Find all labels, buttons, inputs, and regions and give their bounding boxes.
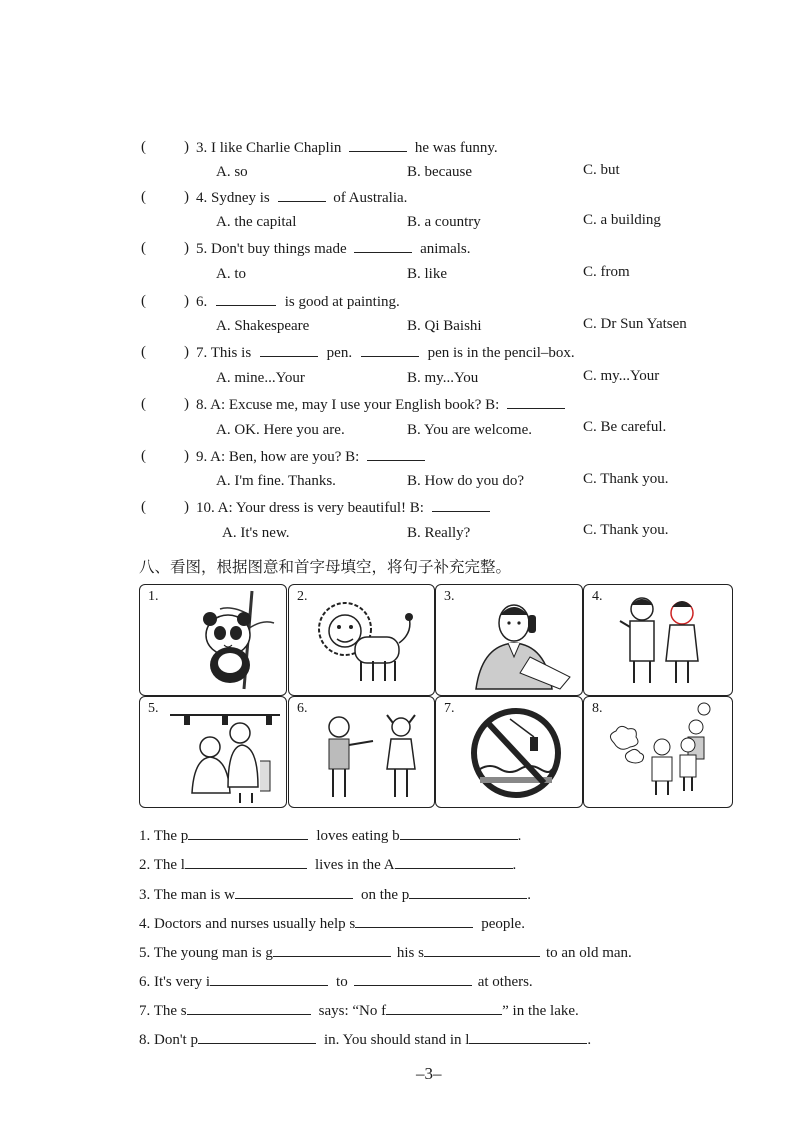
blank[interactable] (354, 973, 472, 986)
sentence-5: 5. The young man is g his s to an old man. (139, 945, 632, 961)
blank[interactable] (273, 944, 391, 957)
option-c: C. Be careful. (583, 419, 667, 435)
blank[interactable] (216, 293, 276, 306)
option-b: B. You are welcome. (407, 422, 532, 438)
answer-paren-right: ) (184, 240, 189, 256)
answer-paren-right: ) (184, 396, 189, 412)
option-c: C. a building (583, 212, 661, 228)
answer-paren-right: ) (184, 139, 189, 155)
blank[interactable] (235, 886, 353, 899)
blank[interactable] (198, 1031, 316, 1044)
blank[interactable] (278, 189, 326, 202)
panda-bamboo-icon (140, 585, 286, 695)
sentence-1: 1. The p loves eating b . (139, 828, 522, 844)
option-c: C. Thank you. (583, 471, 669, 487)
option-a: A. to (216, 266, 246, 282)
option-b: B. a country (407, 214, 481, 230)
blank[interactable] (424, 944, 540, 957)
sentence-4: 4. Doctors and nurses usually help s people. (139, 916, 525, 932)
picture-number: 2. (297, 589, 308, 604)
question-8-stem: 8. A: Excuse me, may I use your English book? B: (196, 396, 569, 414)
picture-cell-6 (288, 696, 435, 808)
answer-paren-right: ) (184, 448, 189, 464)
option-c: C. my...Your (583, 368, 660, 384)
blank[interactable] (349, 139, 407, 152)
blank[interactable] (260, 344, 318, 357)
blank[interactable] (185, 856, 307, 869)
question-5-stem: 5. Don't buy things made animals. (196, 241, 471, 257)
sentence-2: 2. The l lives in the A . (139, 857, 517, 873)
answer-paren-right: ) (184, 499, 189, 515)
option-b: B. Really? (407, 525, 471, 541)
option-a: A. Shakespeare (216, 318, 310, 334)
blank[interactable] (354, 240, 412, 253)
blank[interactable] (386, 1002, 502, 1015)
no-fishing-sign-icon (436, 697, 582, 807)
answer-paren-right: ) (184, 189, 189, 205)
sentence-3: 3. The man is w on the p . (139, 887, 532, 903)
answer-paren-left: ( (141, 189, 146, 205)
blank[interactable] (507, 396, 565, 409)
option-a: A. I'm fine. Thanks. (216, 473, 336, 489)
picture-number: 4. (592, 589, 603, 604)
answer-paren-left: ( (141, 293, 146, 309)
doctor-nurse-icon (584, 585, 732, 695)
blank[interactable] (400, 827, 518, 840)
sentence-7: 7. The s says: “No f ” in the lake. (139, 1003, 579, 1019)
answer-paren-left: ( (141, 139, 146, 155)
section-heading: 八、看图，根据图意和首字母填空，将句子补充完整。 (139, 558, 512, 576)
picture-cell-5 (139, 696, 287, 808)
option-b: B. my...You (407, 370, 479, 386)
answer-paren-left: ( (141, 344, 146, 360)
question-3-stem: 3. I like Charlie Chaplin he was funny. (196, 140, 498, 156)
picture-cell-3 (435, 584, 583, 696)
option-c: C. Thank you. (583, 522, 669, 538)
option-c: C. from (583, 264, 630, 280)
picture-number: 8. (592, 701, 603, 716)
answer-paren-right: ) (184, 293, 189, 309)
option-b: B. Qi Baishi (407, 318, 482, 334)
picture-number: 3. (444, 589, 455, 604)
answer-paren-left: ( (141, 448, 146, 464)
blank[interactable] (409, 886, 527, 899)
option-a: A. the capital (216, 214, 297, 230)
picture-cell-2 (288, 584, 435, 696)
option-c: C. but (583, 162, 620, 178)
picture-number: 7. (444, 701, 455, 716)
option-b: B. like (407, 266, 447, 282)
option-b: B. because (407, 164, 472, 180)
answer-paren-left: ( (141, 499, 146, 515)
queue-people-icon (584, 697, 732, 807)
pointing-child-icon (289, 697, 434, 807)
picture-cell-7 (435, 696, 583, 808)
option-a: A. mine...Your (216, 370, 305, 386)
blank[interactable] (210, 973, 328, 986)
question-7-stem: 7. This is pen. pen is in the pencil–box. (196, 345, 575, 361)
blank[interactable] (355, 915, 473, 928)
answer-paren-right: ) (184, 344, 189, 360)
picture-number: 6. (297, 701, 308, 716)
answer-paren-left: ( (141, 240, 146, 256)
option-a: A. so (216, 164, 248, 180)
question-4-stem: 4. Sydney is of Australia. (196, 190, 408, 206)
picture-cell-8 (583, 696, 733, 808)
sentence-8: 8. Don't p in. You should stand in l . (139, 1032, 592, 1048)
man-on-phone-icon (436, 585, 582, 695)
blank[interactable] (469, 1031, 587, 1044)
lion-icon (289, 585, 434, 695)
page-number: –3– (416, 1064, 442, 1083)
blank[interactable] (395, 856, 513, 869)
option-c: C. Dr Sun Yatsen (583, 316, 687, 332)
blank[interactable] (361, 344, 419, 357)
question-9-stem: 9. A: Ben, how are you? B: (196, 448, 429, 466)
picture-number: 1. (148, 589, 159, 604)
picture-number: 5. (148, 701, 159, 716)
picture-cell-1 (139, 584, 287, 696)
option-a: A. It's new. (222, 525, 290, 541)
blank[interactable] (367, 448, 425, 461)
picture-cell-4 (583, 584, 733, 696)
question-10-stem: 10. A: Your dress is very beautiful! B: (196, 499, 494, 517)
answer-paren-left: ( (141, 396, 146, 412)
blank[interactable] (432, 499, 490, 512)
blank[interactable] (187, 1002, 311, 1015)
blank[interactable] (188, 827, 308, 840)
question-6-stem: 6. is good at painting. (196, 294, 400, 310)
option-a: A. OK. Here you are. (216, 422, 345, 438)
option-b: B. How do you do? (407, 473, 525, 489)
bus-seat-offer-icon (140, 697, 286, 807)
sentence-6: 6. It's very i to at others. (139, 974, 533, 990)
